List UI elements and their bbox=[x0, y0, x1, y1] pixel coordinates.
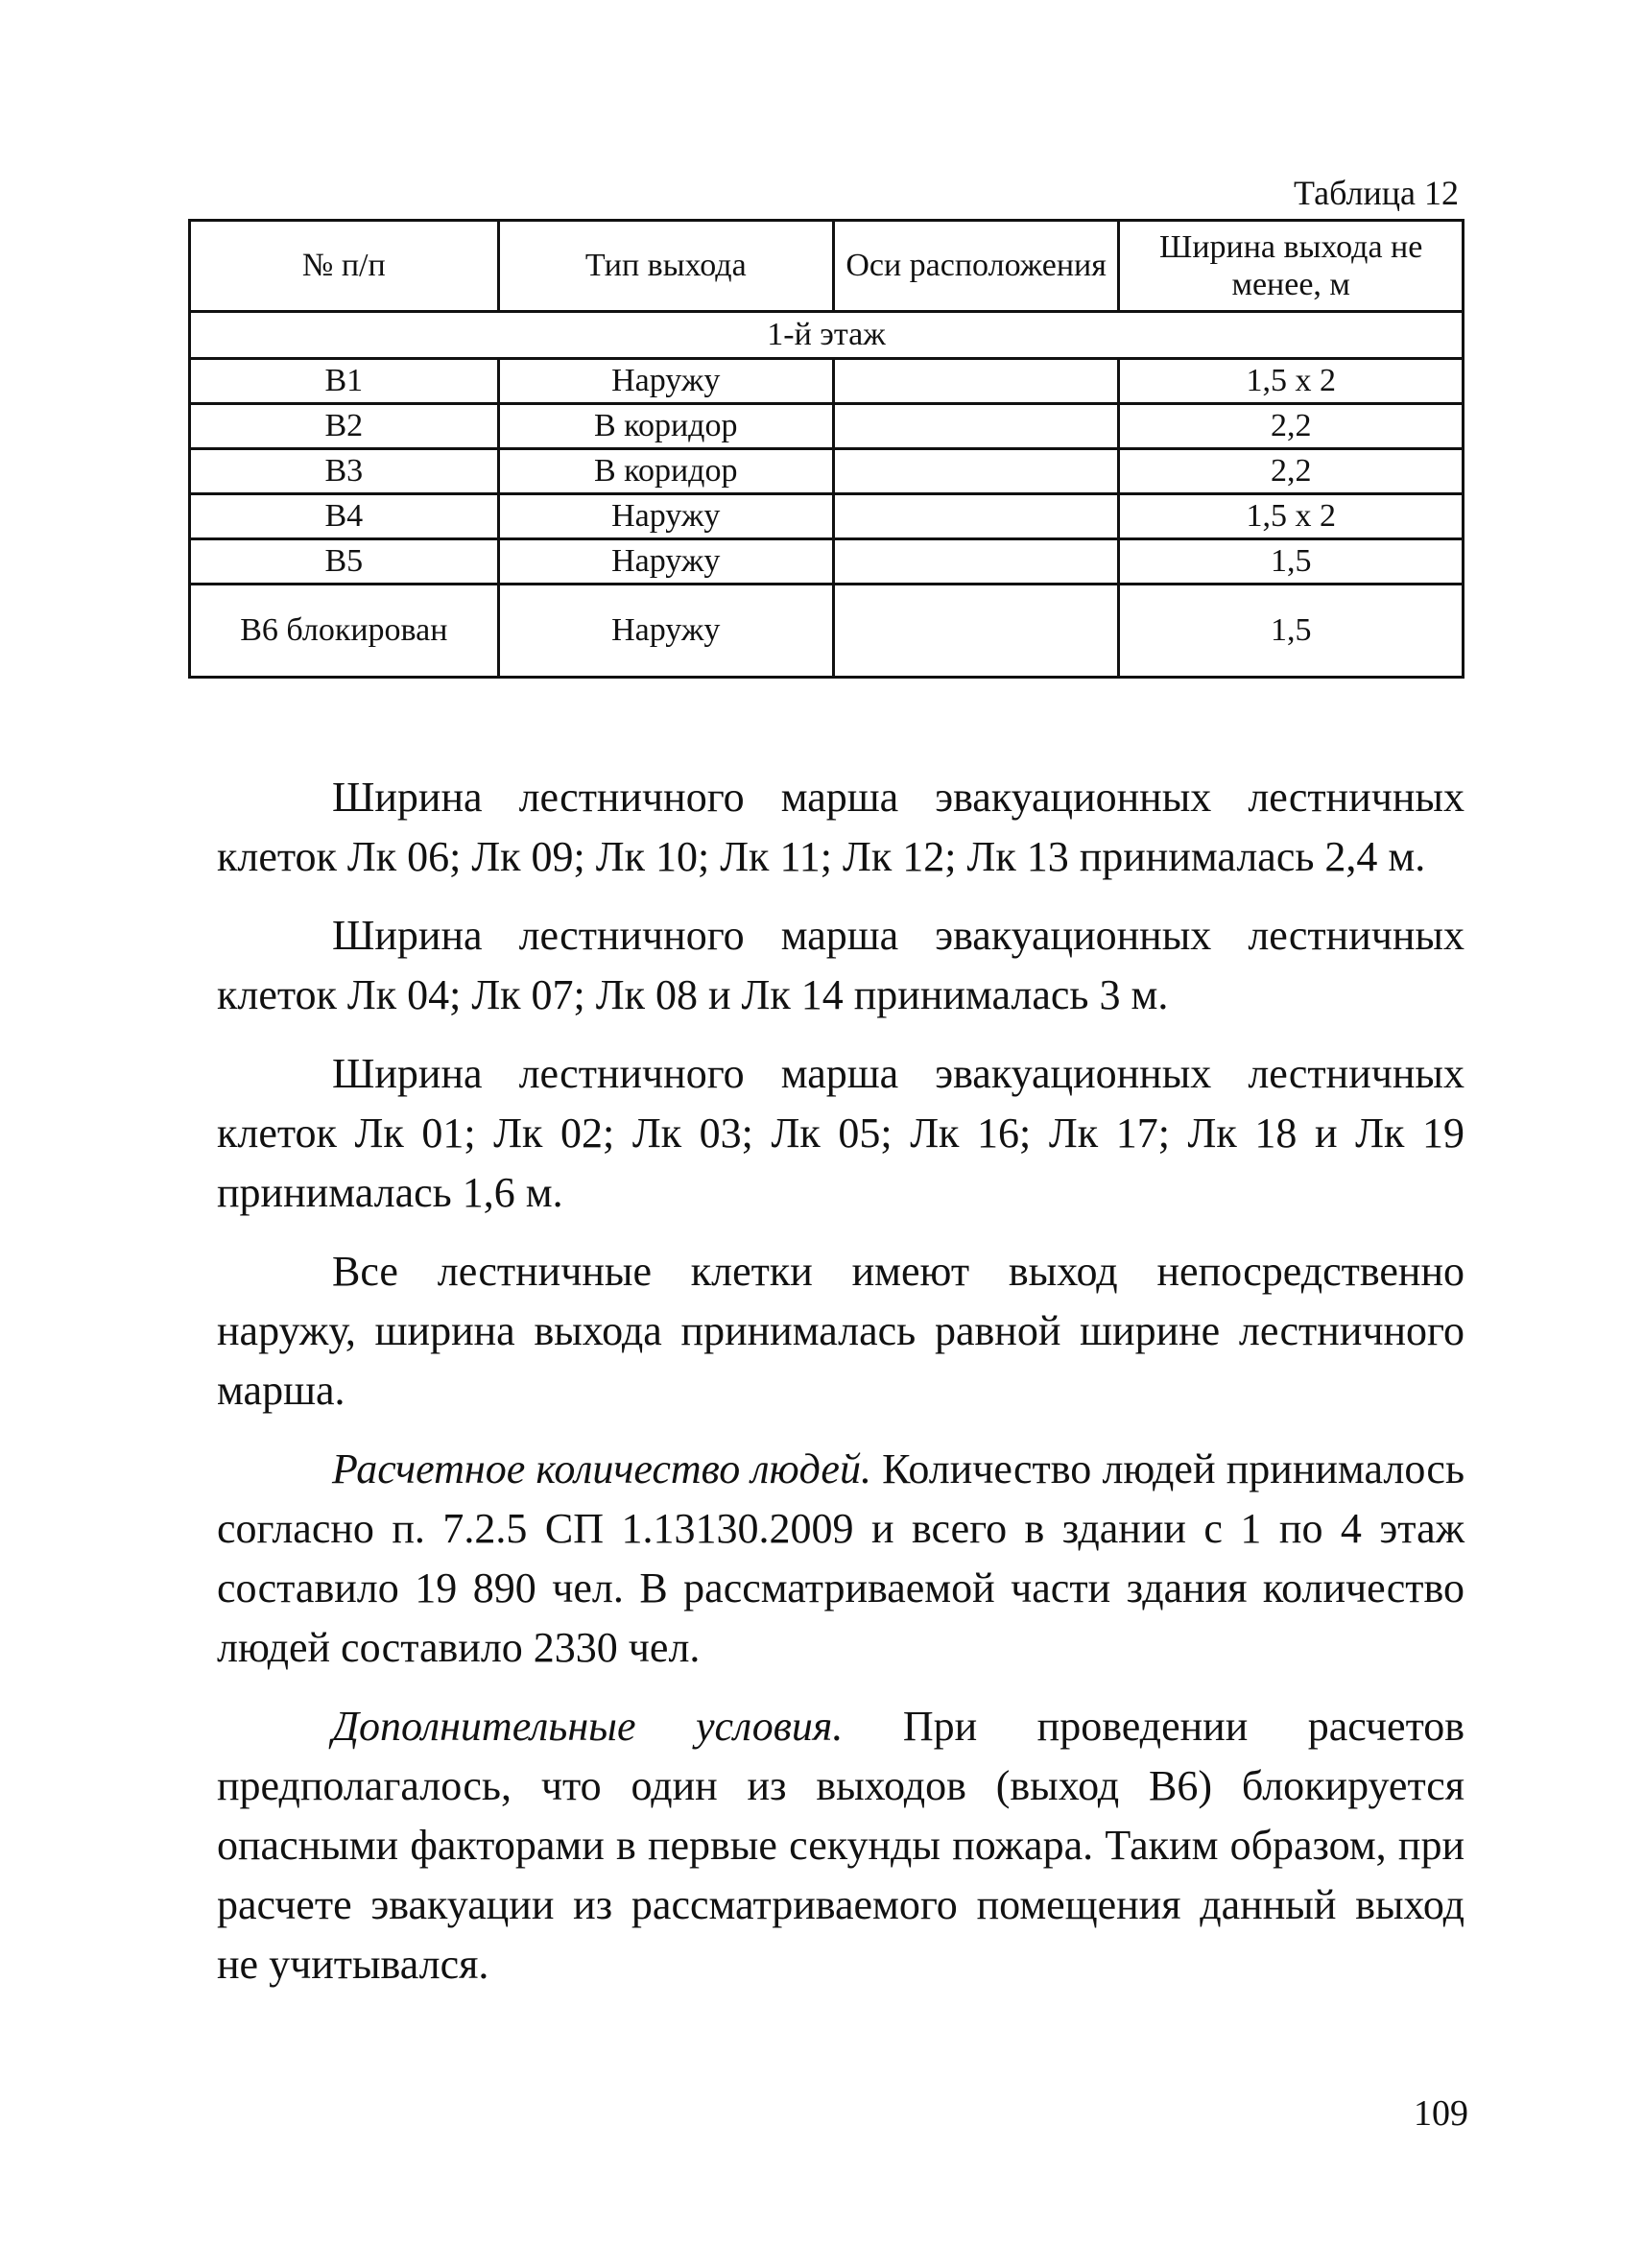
cell-exit-width: 1,5 bbox=[1119, 585, 1464, 678]
cell-exit-type: В коридор bbox=[498, 404, 833, 449]
table-row bbox=[190, 585, 1464, 678]
table-group-row bbox=[190, 312, 1464, 359]
paragraph-people-count bbox=[217, 1440, 1464, 1678]
table-row bbox=[190, 539, 1464, 585]
header-exit-type: Тип выхода bbox=[498, 221, 833, 312]
additional-conditions-text: При проведении расчетов предполагалось, что один из выходов (выход В6) блокируется опасными факторами в первые секунды пожара. Таким образом, при расчете эвакуации из рассматриваемого помещения данный выход не учитывался. bbox=[217, 1703, 1465, 1988]
body-text bbox=[217, 768, 1464, 2014]
people-count-text: Количество людей принималось согласно п. 7.2.5 СП 1.13130.2009 и всего в здании с 1 по 4 этаж составило 19 890 чел. В рассматриваемой части здания количество людей составило 2330 чел. bbox=[217, 1445, 1465, 1671]
cell-axes bbox=[833, 494, 1119, 539]
header-number: № п/п bbox=[190, 221, 499, 312]
cell-axes bbox=[833, 449, 1119, 494]
cell-exit-type: В коридор bbox=[498, 449, 833, 494]
cell-exit-type: Наружу bbox=[498, 539, 833, 585]
cell-exit-type: Наружу bbox=[498, 585, 833, 678]
cell-exit-width: 1,5 bbox=[1119, 539, 1464, 585]
paragraph: Ширина лестничного марша эвакуационных лестничных клеток Лк 01; Лк 02; Лк 03; Лк 05; Лк 16; Лк 17; Лк 18 и Лк 19 принималась 1,6 м. bbox=[217, 1050, 1464, 1216]
header-exit-width: Ширина выхода не менее, м bbox=[1119, 221, 1464, 312]
paragraph: Ширина лестничного марша эвакуационных лестничных клеток Лк 06; Лк 09; Лк 10; Лк 11; Лк 12; Лк 13 принималась 2,4 м. bbox=[217, 774, 1464, 880]
cell-exit-width: 2,2 bbox=[1119, 449, 1464, 494]
cell-exit-type: Наружу bbox=[498, 494, 833, 539]
exits-table bbox=[188, 219, 1464, 679]
cell-number: В1 bbox=[190, 359, 499, 404]
paragraph: Ширина лестничного марша эвакуационных лестничных клеток Лк 04; Лк 07; Лк 08 и Лк 14 принималась 3 м. bbox=[217, 912, 1464, 1018]
cell-number: В5 bbox=[190, 539, 499, 585]
cell-exit-type: Наружу bbox=[498, 359, 833, 404]
cell-exit-width: 2,2 bbox=[1119, 404, 1464, 449]
cell-axes bbox=[833, 539, 1119, 585]
cell-axes bbox=[833, 585, 1119, 678]
cell-axes bbox=[833, 404, 1119, 449]
paragraph: Все лестничные клетки имеют выход непосредственно наружу, ширина выхода принималась равной ширине лестничного марша. bbox=[217, 1248, 1464, 1414]
table-row bbox=[190, 359, 1464, 404]
cell-axes bbox=[833, 359, 1119, 404]
additional-conditions-title: Дополнительные условия. bbox=[332, 1703, 844, 1750]
paragraph-additional-conditions bbox=[217, 1697, 1464, 1994]
cell-number: В3 bbox=[190, 449, 499, 494]
cell-number: В4 bbox=[190, 494, 499, 539]
cell-exit-width: 1,5 х 2 bbox=[1119, 359, 1464, 404]
floor-group-title: 1-й этаж bbox=[190, 312, 1464, 359]
cell-exit-width: 1,5 х 2 bbox=[1119, 494, 1464, 539]
table-row bbox=[190, 449, 1464, 494]
cell-number: В6 блокирован bbox=[190, 585, 499, 678]
table-row bbox=[190, 404, 1464, 449]
table-header-row bbox=[190, 221, 1464, 312]
table-caption: Таблица 12 bbox=[1294, 174, 1459, 212]
people-count-title: Расчетное количество людей. bbox=[332, 1445, 871, 1492]
header-axes: Оси расположения bbox=[833, 221, 1119, 312]
cell-number: В2 bbox=[190, 404, 499, 449]
table-row bbox=[190, 494, 1464, 539]
page-number: 109 bbox=[1414, 2093, 1468, 2134]
